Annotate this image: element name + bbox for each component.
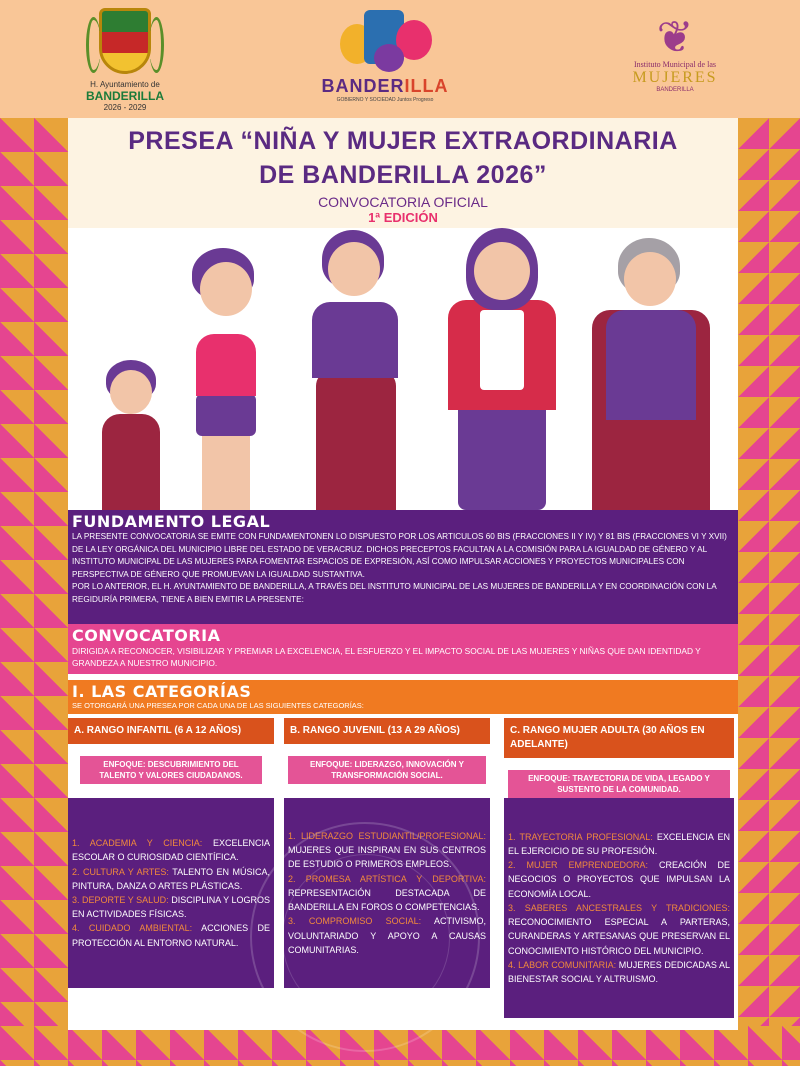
title-area <box>68 118 738 228</box>
adult-woman-figure <box>444 228 560 510</box>
list-item: 3. DEPORTE Y SALUD: DISCIPLINA Y LOGROS EN ACTIVIDADES FÍSICAS. <box>72 895 270 920</box>
list-item: 1. ACADEMIA Y CIENCIA: EXCELENCIA ESCOLAR O CURIOSIDAD CIENTÍFICA. <box>72 838 270 863</box>
list-item: 2. PROMESA ARTÍSTICA Y DEPORTIVA: REPRESENTACIÓN DESTACADA DE BANDERILLA EN FOROS O COMPETENCIAS. <box>288 873 486 913</box>
girl-figure <box>96 360 166 510</box>
page-title-line1: PRESEA “NIÑA Y MUJER EXTRAORDINARIA <box>128 127 678 155</box>
banderilla-tagline: GOBIERNO Y SOCIEDAD Juntos Progreso <box>336 97 434 103</box>
convocatoria-text: DIRIGIDA A RECONOCER, VISIBILIZAR Y PREMIAR LA EXCELENCIA, EL ESFUERZO Y EL IMPACTO SOCIAL DE LAS MUJERES Y NIÑAS QUE DAN IDENTIDAD Y GRANDEZA A NUESTRO MUNICIPIO. <box>72 646 701 668</box>
convocatoria-section <box>68 624 738 674</box>
category-list-adulta <box>504 798 734 1018</box>
logo-right-line2: MUJERES <box>632 69 718 86</box>
categorias-intro: SE OTORGARÁ UNA PRESEA POR CADA UNA DE LAS SIGUIENTES CATEGORÍAS: <box>72 701 364 710</box>
teen-figure <box>176 248 276 510</box>
category-enfoque: ENFOQUE: TRAYECTORIA DE VIDA, LEGADO Y SUSTENTO DE LA COMUNIDAD. <box>508 770 730 798</box>
banderilla-wordmark: BANDERILLA <box>321 76 449 96</box>
category-enfoque: ENFOQUE: LIDERAZGO, INNOVACIÓN Y TRANSFORMACIÓN SOCIAL. <box>288 756 486 784</box>
categorias-section <box>68 680 738 714</box>
senior-woman-figure <box>578 238 724 510</box>
fundamento-legal-section <box>68 510 738 626</box>
convocatoria-heading: CONVOCATORIA <box>72 626 221 645</box>
list-item: 2. CULTURA Y ARTES: TALENTO EN MÚSICA, PINTURA, DANZA O ARTES PLÁSTICAS. <box>72 866 270 891</box>
logo-left-line3: 2026 - 2029 <box>103 103 147 112</box>
header-bar <box>0 0 800 118</box>
list-item: 4. CUIDADO AMBIENTAL: ACCIONES DE PROTECCIÓN AL ENTORNO NATURAL. <box>72 923 270 948</box>
category-title: B. RANGO JUVENIL (13 A 29 AÑOS) <box>284 718 490 744</box>
logo-right-line1: Instituto Municipal de las <box>634 60 716 69</box>
logo-right-line3: BANDERILLA <box>656 87 694 93</box>
list-item: 1. TRAYECTORIA PROFESIONAL: EXCELENCIA EN EL EJERCICIO DE SU PROFESIÓN. <box>508 831 730 857</box>
category-title: A. RANGO INFANTIL (6 A 12 AÑOS) <box>68 718 274 744</box>
ayuntamiento-logo <box>80 8 170 112</box>
list-item: 3. SABERES ANCESTRALES Y TRADICIONES: RECONOCIMIENTO ESPECIAL A PARTERAS, CURANDERAS Y ARTESANAS QUE PRESERVAN EL CONOCIMIENTO HISTÓRICO DEL MUNICIPIO. <box>508 902 730 956</box>
fundamento-paragraph-1: LA PRESENTE CONVOCATORIA SE EMITE CON FUNDAMENTONEN LO DISPUESTO POR LOS ARTICULOS 60 BIS (FRACCIONES II Y IV) Y 81 BIS (FRACCIONES VI Y XVII) DE LA LEY ORGÁNICA DEL MUNICIPIO LIBRE DEL ESTADO DE VERACRUZ. DICHOS PRECEPTOS FACULTAN A LA COMISIÓN PARA LA IGUALDAD DE GÉNERO Y AL INSTITUTO MUNICIPAL DE LAS MUJERES PARA FOMENTAR ESPACIOS DE EXPRESIÓN, ASÍ COMO IMPULSAR ACCIONES Y PROYECTOS MUNICIPALES CON PERSPECTIVA DE GÉNERO QUE PROMUEVAN LA IGUALDAD SUSTANTIVA. <box>72 532 727 579</box>
category-column-juvenil <box>284 718 490 784</box>
list-item: 2. MUJER EMPRENDEDORA: CREACIÓN DE NEGOCIOS O PROYECTOS QUE IMPULSAN LA ECONOMÍA LOCAL. <box>508 860 730 899</box>
fundamento-paragraph-2: POR LO ANTERIOR, EL H. AYUNTAMIENTO DE BANDERILLA, A TRAVÉS DEL INSTITUTO MUNICIPAL DE LAS MUJERES DE BANDERILLA Y EN COORDINACIÓN CON LA REGIDURÍA PRIMERA, TIENE A BIEN EMITIR LA PRESENTE: <box>72 582 717 604</box>
young-woman-figure <box>290 230 420 510</box>
left-zigzag-border <box>0 118 68 1066</box>
category-title: C. RANGO MUJER ADULTA (30 AÑOS EN ADELANTE) <box>504 718 734 758</box>
right-zigzag-border <box>738 118 800 1066</box>
logo-left-line2: BANDERILLA <box>86 89 164 103</box>
subtitle: CONVOCATORIA OFICIAL <box>318 194 488 210</box>
category-enfoque: ENFOQUE: DESCUBRIMIENTO DEL TALENTO Y VALORES CIUDADANOS. <box>80 756 262 784</box>
logo-left-line1: H. Ayuntamiento de <box>90 80 160 89</box>
edition-label: 1ª EDICIÓN <box>368 210 438 225</box>
main-panel <box>68 118 738 1030</box>
list-item: 4. LABOR COMUNITARIA: MUJERES DEDICADAS AL BIENESTAR SOCIAL Y ALTRUISMO. <box>508 959 731 984</box>
category-items <box>288 829 486 957</box>
collage-icon <box>330 6 440 76</box>
list-item: 1. LIDERAZGO ESTUDIANTIL/PROFESIONAL: MUJERES QUE INSPIRAN EN SUS CENTROS DE ESTUDIO O PRIMEROS EMPLEOS. <box>288 831 486 870</box>
category-column-infantil <box>68 718 274 784</box>
fundamento-heading: FUNDAMENTO LEGAL <box>72 512 271 531</box>
banderilla-logo <box>320 6 450 103</box>
category-column-adulta <box>504 718 734 798</box>
women-illustration <box>68 228 738 510</box>
bottom-zigzag-border <box>0 1026 800 1066</box>
hands-heart-icon: ❦ <box>656 13 694 62</box>
categorias-heading: I. LAS CATEGORÍAS <box>72 682 252 701</box>
category-items <box>72 836 270 950</box>
category-items <box>508 830 730 986</box>
instituto-mujeres-logo <box>620 13 730 93</box>
category-list-infantil <box>68 798 274 988</box>
page-title-line2: DE BANDERILLA 2026” <box>259 161 547 189</box>
list-item: 3. COMPROMISO SOCIAL: ACTIVISMO, VOLUNTARIADO Y APOYO A CAUSAS COMUNITARIAS. <box>288 916 486 955</box>
shield-icon <box>99 8 151 74</box>
category-list-juvenil <box>284 798 490 988</box>
